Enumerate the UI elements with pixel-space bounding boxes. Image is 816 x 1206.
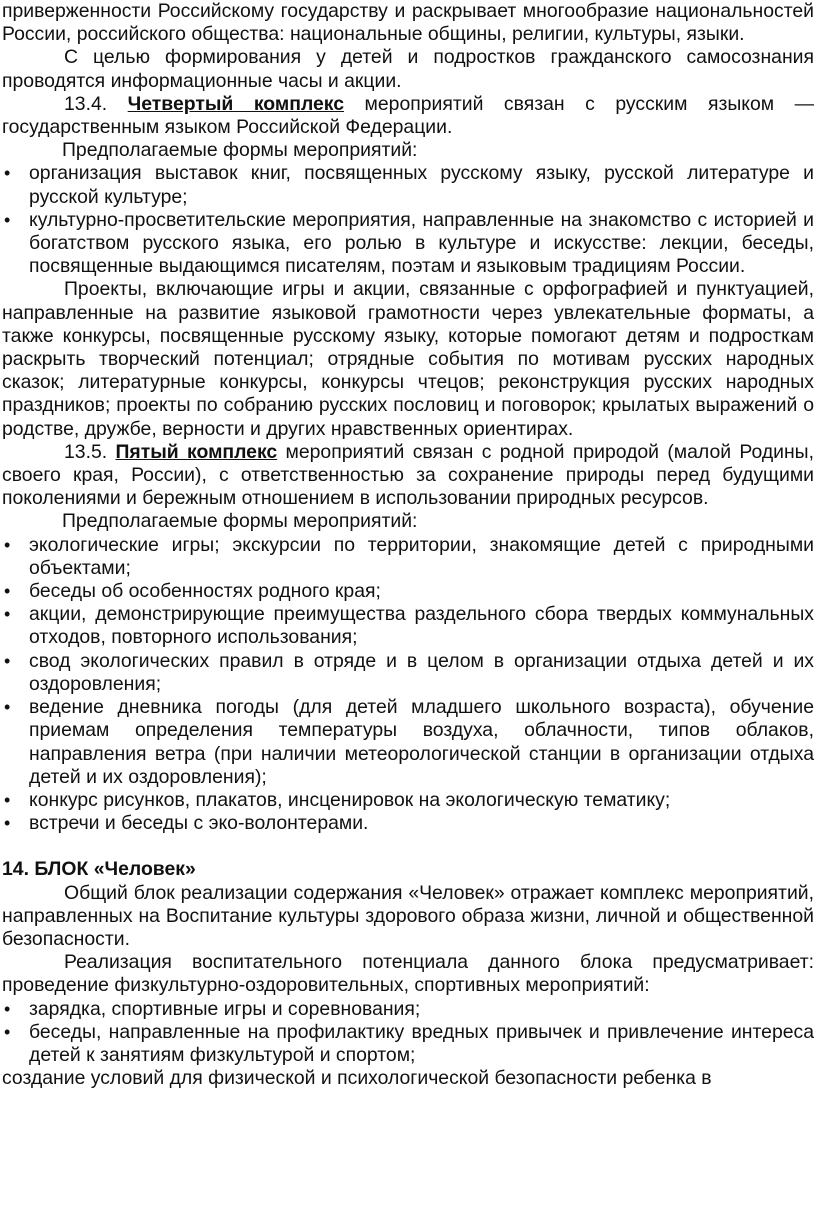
list-item: • ведение дневника погоды (для детей младшего школьного возраста), обучение приемам определения температуры воздуха, облачности, типов облаков, направления ветра (при наличии метеорологической станции в организации отдыха детей и их оздоровления); <box>0 696 816 789</box>
list-item: • свод экологических правил в отряде и в целом в организации отдыха детей и их оздоровления; <box>0 650 816 696</box>
forms-heading-1: Предполагаемые формы мероприятий: <box>62 139 418 162</box>
list-item: • культурно-просветительские мероприятия, направленные на знакомство с историей и богатством русского языка, его ролью в культуре и искусстве: лекции, беседы, посвященные выдающимся писателям, поэтам и языковым традициям России. <box>0 209 816 279</box>
list-item: • беседы об особенностях родного края; <box>0 580 816 603</box>
section-number: 13.5. <box>64 440 116 463</box>
section-text: мероприятий связан с родной природой (малой Родины, своего края, России), с ответственностью за сохранение природы перед будущими поколениями и бережным отношением в использовании природных ресурсов. <box>2 440 815 510</box>
list-item: • акции, демонстрирующие преимущества раздельного сбора твердых коммунальных отходов, повторного использования; <box>0 603 816 649</box>
list-item: • конкурс рисунков, плакатов, инсценировок на экологическую тематику; <box>0 789 816 812</box>
forms-heading-2: Предполагаемые формы мероприятий: <box>62 510 418 533</box>
paragraph-projects: Проекты, включающие игры и акции, связанные с орфографией и пунктуацией, направленные на развитие языковой грамотности через увлекательные форматы, а также конкурсы, посвященные русскому языку, которые помогают детям и подросткам раскрыть творческий потенциал; отрядные события по мотивам русских народных сказок; литературные конкурсы, конкурсы чтецов; реконструкция русских народных праздников; проекты по собранию русских пословиц и поговорок; крылатых выражений о родстве, дружбе, верности и других нравственных ориентирах. <box>2 278 814 440</box>
bullet-list-russian-language <box>0 162 816 278</box>
paragraph-intro-continued: приверженности Российскому государству и раскрывает многообразие национальностей России, российского общества: национальные общины, религии, культуры, языки. <box>2 0 814 46</box>
section-text: мероприятий связан с русским языком — государственным языком Российской Федерации. <box>2 92 815 139</box>
bullet-list-sports <box>0 998 816 1068</box>
section-title-fifth-complex: Пятый комплекс <box>115 440 278 463</box>
heading-block-14: 14. БЛОК «Человек» <box>2 858 196 881</box>
section-13-4 <box>0 93 816 139</box>
section-title-fourth-complex: Четвертый комплекс <box>127 92 345 115</box>
list-item: • экологические игры; экскурсии по территории, знакомящие детей с природными объектами; <box>0 534 816 580</box>
paragraph-potential: Реализация воспитательного потенциала данного блока предусматривает: проведение физкультурно-оздоровительных, спортивных мероприятий: <box>2 951 814 997</box>
list-item: • встречи и беседы с эко-волонтерами. <box>0 812 816 835</box>
paragraph-safety-partial: создание условий для физической и психологической безопасности ребенка в <box>2 1067 712 1090</box>
section-13-5 <box>0 441 816 511</box>
list-item: • зарядка, спортивные игры и соревнования; <box>0 998 816 1021</box>
bullet-list-nature <box>0 534 816 836</box>
paragraph-human-block: Общий блок реализации содержания «Человек» отражает комплекс мероприятий, направленных на Воспитание культуры здорового образа жизни, личной и общественной безопасности. <box>2 881 814 950</box>
section-number: 13.4. <box>64 92 128 115</box>
list-item: • организация выставок книг, посвященных русскому языку, русской литературе и русской культуре; <box>0 162 816 208</box>
paragraph-civic-awareness: С целью формирования у детей и подростков гражданского самосознания проводятся информационные часы и акции. <box>2 46 814 92</box>
list-item: • беседы, направленные на профилактику вредных привычек и привлечение интереса детей к занятиям физкультурой и спортом; <box>0 1021 816 1067</box>
